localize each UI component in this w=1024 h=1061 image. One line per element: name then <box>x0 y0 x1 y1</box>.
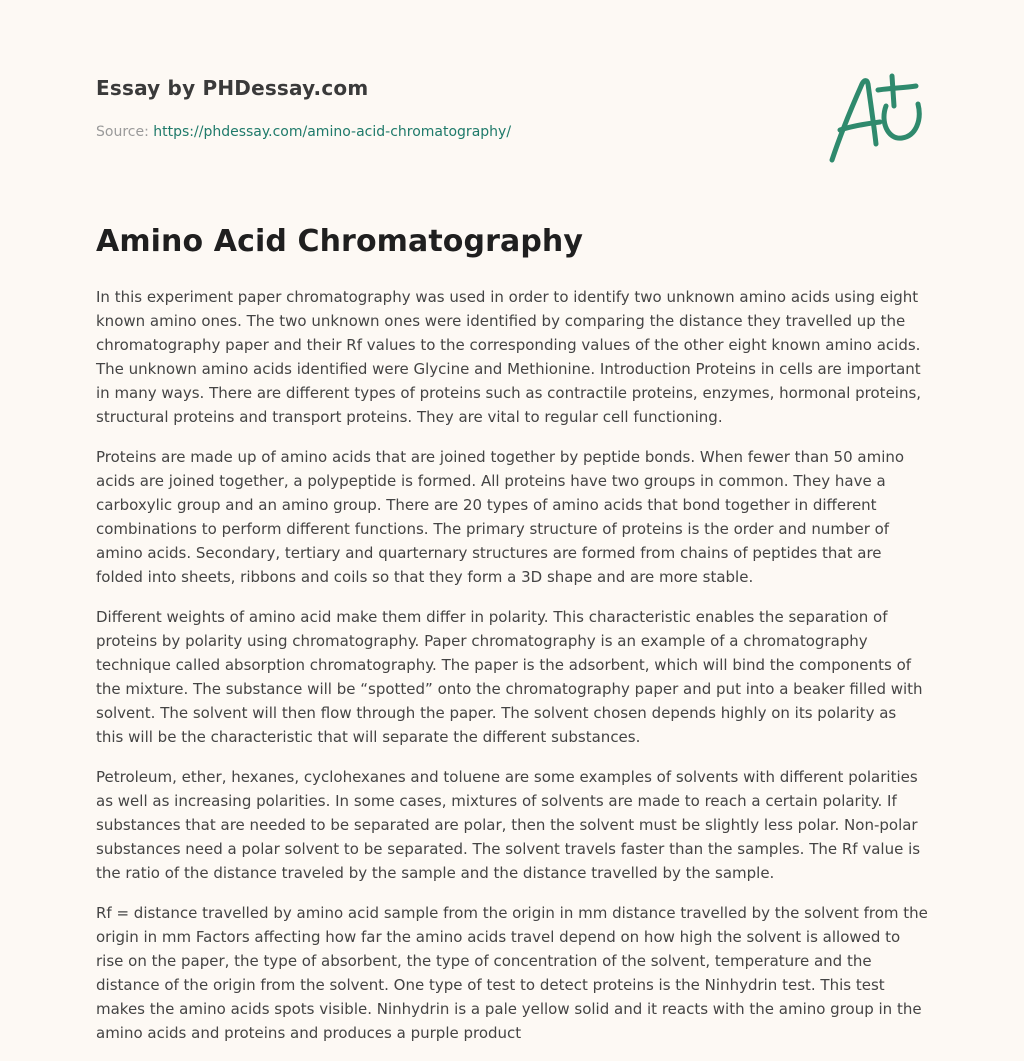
essay-paragraph: Proteins are made up of amino acids that are joined together by peptide bonds. When fewer than 50 amino acids are joined together, a polypeptide is formed. All proteins have two groups in common. They have a carboxylic group and an amino group. There are 20 types of amino acids that bond together in different combinations to perform different functions. The primary structure of proteins is the order and number of amino acids. Secondary, tertiary and quarternary structures are formed from chains of peptides that are folded into sheets, ribbons and coils so that they form a 3D shape and are more stable. <box>96 448 905 586</box>
source-line <box>96 124 511 140</box>
site-brand: Essay by PHDessay.com <box>96 76 369 100</box>
essay-paragraph: Rf = distance travelled by amino acid sample from the origin in mm distance travelled by the solvent from the origin in mm Factors affecting how far the amino acids travel depend on how high the solvent is allowed to rise on the paper, the type of absorbent, the type of concentration of the solvent, temperature and the distance of the origin from the solvent. One type of test to detect proteins is the Ninhydrin test. This test makes the amino acids spots visible. Ninhydrin is a pale yellow solid and it reacts with the amino group in the amino acids and proteins and produces a purple product <box>96 904 928 1042</box>
essay-paragraph: In this experiment paper chromatography was used in order to identify two unknown amino acids using eight known amino ones. The two unknown ones were identified by comparing the distance they travelled up the chromatography paper and their Rf values to the corresponding values of the other eight known amino acids. The unknown amino acids identified were Glycine and Methionine. Introduction Proteins in cells are important in many ways. There are different types of proteins such as contractile proteins, enzymes, hormonal proteins, structural proteins and transport proteins. They are vital to regular cell functioning. <box>96 288 922 426</box>
essay-body <box>96 285 928 1061</box>
essay-paragraph: Petroleum, ether, hexanes, cyclohexanes and toluene are some examples of solvents with different polarities as well as increasing polarities. In some cases, mixtures of solvents are made to reach a certain polarity. If substances that are needed to be separated are polar, then the solvent must be slightly less polar. Non-polar substances need a polar solvent to be separated. The solvent travels faster than the samples. The Rf value is the ratio of the distance traveled by the sample and the distance travelled by the sample. <box>96 768 921 882</box>
a-plus-logo-icon <box>818 66 930 166</box>
essay-paragraph: Different weights of amino acid make them differ in polarity. This characteristic enables the separation of proteins by polarity using chromatography. Paper chromatography is an example of a chromatography technique called absorption chromatography. The paper is the adsorbent, which will bind the components of the mixture. The substance will be “spotted” onto the chromatography paper and put into a beaker filled with solvent. The solvent will then flow through the paper. The solvent chosen depends highly on its polarity as this will be the characteristic that will separate the different substances. <box>96 608 923 746</box>
essay-title: Amino Acid Chromatography <box>96 224 584 259</box>
source-link[interactable]: https://phdessay.com/amino-acid-chromatography/ <box>153 124 512 140</box>
source-label: Source: <box>96 124 149 140</box>
